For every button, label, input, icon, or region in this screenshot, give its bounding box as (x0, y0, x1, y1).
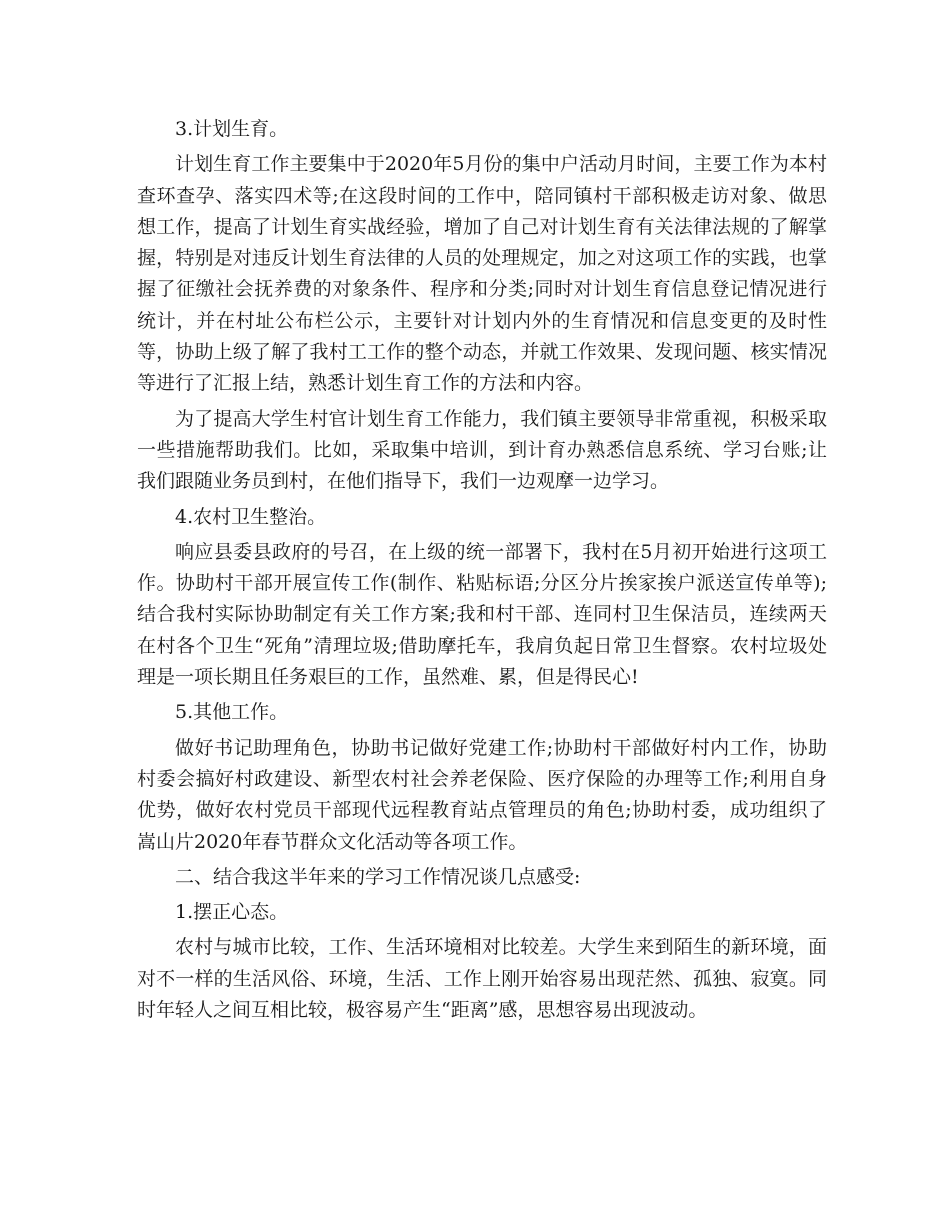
section-heading-rural-sanitation: 4.农村卫生整治。 (175, 505, 327, 528)
paragraph-rural-sanitation: 响应县委县政府的号召，在上级的统一部署下，我村在5月初开始进行这项工作。协助村干部开展宣传工作(制作、粘贴标语;分区分片挨家挨户派送宣传单等);结合我村实际协助制定有关工作方案;我和村干部、连同村卫生保洁员，连续两天在村各个卫生“死角”清理垃圾;借助摩托车，我肩负起日常卫生督察。农村垃圾处理是一项长期且任务艰巨的工作，虽然难、累，但是得民心! (137, 540, 827, 689)
section-heading-reflections: 二、结合我这半年来的学习工作情况谈几点感受: (175, 865, 581, 888)
paragraph-family-planning-training: 为了提高大学生村官计划生育工作能力，我们镇主要领导非常重视，积极采取一些措施帮助我们。比如，采取集中培训，到计育办熟悉信息系统、学习台账;让我们跟随业务员到村，在他们指导下，我们一边观摩一边学习。 (137, 407, 827, 493)
section-heading-other-work: 5.其他工作。 (175, 701, 289, 724)
paragraph-mindset: 农村与城市比较，工作、生活环境相对比较差。大学生来到陌生的新环境，面对不一样的生活风俗、环境，生活、工作上刚开始容易出现茫然、孤独、寂寞。同时年轻人之间互相比较，极容易产生“距离”感，思想容易出现波动。 (137, 936, 827, 1022)
paragraph-other-work: 做好书记助理角色，协助书记做好党建工作;协助村干部做好村内工作，协助村委会搞好村政建设、新型农村社会养老保险、医疗保险的办理等工作;利用自身优势，做好农村党员干部现代远程教育站点管理员的角色;协助村委，成功组织了嵩山片2020年春节群众文化活动等各项工作。 (137, 736, 827, 853)
document-body (137, 114, 827, 1030)
section-heading-family-planning: 3.计划生育。 (175, 118, 289, 140)
section-heading-mindset: 1.摆正心态。 (175, 901, 289, 924)
paragraph-family-planning-work: 计划生育工作主要集中于2020年5月份的集中户活动月时间，主要工作为本村查环查孕、落实四术等;在这段时间的工作中，陪同镇村干部积极走访对象、做思想工作，提高了计划生育实战经验，增加了自己对计划生育有关法律法规的了解掌握，特别是对违反计划生育法律的人员的处理规定，加之对这项工作的实践，也掌握了征缴社会抚养费的对象条件、程序和分类;同时对计划生育信息登记情况进行统计，并在村址公布栏公示，主要针对计划内外的生育情况和信息变更的及时性等，协助上级了解了我村工工作的整个动态，并就工作效果、发现问题、核实情况等进行了汇报上结，熟悉计划生育工作的方法和内容。 (137, 153, 827, 395)
